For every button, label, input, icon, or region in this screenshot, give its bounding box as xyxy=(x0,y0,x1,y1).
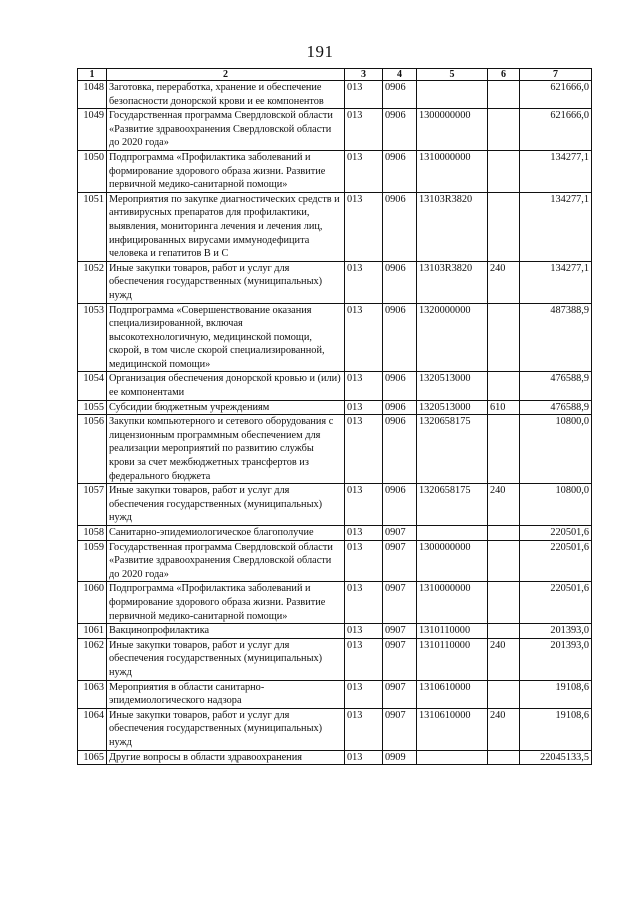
table-row xyxy=(78,415,592,484)
section-code: 0906 xyxy=(383,109,417,151)
ministry-code: 013 xyxy=(345,400,383,415)
target-article-code xyxy=(417,750,488,765)
row-number: 1063 xyxy=(78,680,107,708)
target-article-code: 13103R3820 xyxy=(417,192,488,261)
expense-type-code xyxy=(488,109,520,151)
target-article-code: 1320658175 xyxy=(417,484,488,526)
row-name: Санитарно-эпидемиологическое благополучие xyxy=(107,526,345,541)
row-number: 1054 xyxy=(78,372,107,400)
table-row xyxy=(78,400,592,415)
amount: 19108,6 xyxy=(520,708,592,750)
row-name: Государственная программа Свердловской области «Развитие здравоохранения Свердловской области до 2020 года» xyxy=(107,540,345,582)
row-name: Организация обеспечения донорской кровью и (или) ее компонентами xyxy=(107,372,345,400)
table-header xyxy=(78,69,592,81)
column-header-5: 5 xyxy=(417,69,488,81)
section-code: 0906 xyxy=(383,150,417,192)
row-name: Иные закупки товаров, работ и услуг для обеспечения государственных (муниципальных) нужд xyxy=(107,484,345,526)
target-article-code: 1310110000 xyxy=(417,624,488,639)
column-header-2: 2 xyxy=(107,69,345,81)
table-row xyxy=(78,150,592,192)
row-name: Мероприятия по закупке диагностических средств и антивирусных препаратов для профилактики, выявления, мониторинга лечения и лечения лиц, инфицированных вирусами иммунодефицита человека и гепатитов В и С xyxy=(107,192,345,261)
expense-type-code: 240 xyxy=(488,638,520,680)
row-name: Заготовка, переработка, хранение и обеспечение безопасности донорской крови и ее компонентов xyxy=(107,81,345,109)
row-number: 1049 xyxy=(78,109,107,151)
expense-type-code xyxy=(488,624,520,639)
table-row xyxy=(78,484,592,526)
row-number: 1060 xyxy=(78,582,107,624)
section-code: 0906 xyxy=(383,261,417,303)
section-code: 0907 xyxy=(383,582,417,624)
row-name: Подпрограмма «Профилактика заболеваний и формирование здорового образа жизни. Развитие первичной медико-санитарной помощи» xyxy=(107,150,345,192)
row-number: 1061 xyxy=(78,624,107,639)
ministry-code: 013 xyxy=(345,708,383,750)
table-row xyxy=(78,708,592,750)
expense-type-code xyxy=(488,540,520,582)
row-name: Иные закупки товаров, работ и услуг для обеспечения государственных (муниципальных) нужд xyxy=(107,638,345,680)
section-code: 0907 xyxy=(383,680,417,708)
row-number: 1050 xyxy=(78,150,107,192)
table-row xyxy=(78,624,592,639)
row-number: 1048 xyxy=(78,81,107,109)
amount: 134277,1 xyxy=(520,192,592,261)
target-article-code: 1310000000 xyxy=(417,582,488,624)
table-row xyxy=(78,372,592,400)
page-number: 191 xyxy=(306,42,334,61)
ministry-code: 013 xyxy=(345,192,383,261)
target-article-code: 1320658175 xyxy=(417,415,488,484)
target-article-code: 1310110000 xyxy=(417,638,488,680)
amount: 19108,6 xyxy=(520,680,592,708)
ministry-code: 013 xyxy=(345,150,383,192)
amount: 10800,0 xyxy=(520,484,592,526)
amount: 10800,0 xyxy=(520,415,592,484)
table-row xyxy=(78,303,592,372)
section-code: 0907 xyxy=(383,540,417,582)
amount: 476588,9 xyxy=(520,400,592,415)
row-name: Другие вопросы в области здравоохранения xyxy=(107,750,345,765)
column-header-7: 7 xyxy=(520,69,592,81)
target-article-code: 1320513000 xyxy=(417,400,488,415)
expense-type-code: 240 xyxy=(488,484,520,526)
amount: 621666,0 xyxy=(520,109,592,151)
row-name: Государственная программа Свердловской области «Развитие здравоохранения Свердловской области до 2020 года» xyxy=(107,109,345,151)
expense-type-code: 240 xyxy=(488,708,520,750)
target-article-code xyxy=(417,526,488,541)
section-code: 0907 xyxy=(383,526,417,541)
target-article-code: 1300000000 xyxy=(417,540,488,582)
row-name: Подпрограмма «Профилактика заболеваний и формирование здорового образа жизни. Развитие первичной медико-санитарной помощи» xyxy=(107,582,345,624)
row-number: 1064 xyxy=(78,708,107,750)
ministry-code: 013 xyxy=(345,484,383,526)
expense-type-code xyxy=(488,303,520,372)
table-row xyxy=(78,750,592,765)
amount: 134277,1 xyxy=(520,150,592,192)
row-number: 1058 xyxy=(78,526,107,541)
section-code: 0907 xyxy=(383,624,417,639)
row-number: 1059 xyxy=(78,540,107,582)
amount: 220501,6 xyxy=(520,582,592,624)
row-number: 1055 xyxy=(78,400,107,415)
expense-type-code: 610 xyxy=(488,400,520,415)
amount: 487388,9 xyxy=(520,303,592,372)
table-row xyxy=(78,540,592,582)
table-row xyxy=(78,680,592,708)
ministry-code: 013 xyxy=(345,81,383,109)
table-row xyxy=(78,192,592,261)
row-name: Иные закупки товаров, работ и услуг для обеспечения государственных (муниципальных) нужд xyxy=(107,708,345,750)
ministry-code: 013 xyxy=(345,680,383,708)
section-code: 0906 xyxy=(383,192,417,261)
section-code: 0906 xyxy=(383,372,417,400)
expense-type-code xyxy=(488,680,520,708)
expense-type-code xyxy=(488,582,520,624)
row-name: Субсидии бюджетным учреждениям xyxy=(107,400,345,415)
row-name: Вакцинопрофилактика xyxy=(107,624,345,639)
row-number: 1062 xyxy=(78,638,107,680)
ministry-code: 013 xyxy=(345,582,383,624)
amount: 476588,9 xyxy=(520,372,592,400)
ministry-code: 013 xyxy=(345,750,383,765)
section-code: 0906 xyxy=(383,484,417,526)
row-number: 1056 xyxy=(78,415,107,484)
ministry-code: 013 xyxy=(345,540,383,582)
amount: 220501,6 xyxy=(520,526,592,541)
expense-type-code xyxy=(488,415,520,484)
row-name: Закупки компьютерного и сетевого оборудования с лицензионным программным обеспечением для реализации мероприятий по развитию службы крови за счет межбюджетных трансфертов из федерального бюджета xyxy=(107,415,345,484)
column-header-1: 1 xyxy=(78,69,107,81)
row-number: 1051 xyxy=(78,192,107,261)
section-code: 0906 xyxy=(383,81,417,109)
row-number: 1065 xyxy=(78,750,107,765)
table-row xyxy=(78,81,592,109)
ministry-code: 013 xyxy=(345,372,383,400)
section-code: 0906 xyxy=(383,400,417,415)
amount: 220501,6 xyxy=(520,540,592,582)
expense-type-code: 240 xyxy=(488,261,520,303)
amount: 201393,0 xyxy=(520,638,592,680)
amount: 621666,0 xyxy=(520,81,592,109)
expense-type-code xyxy=(488,150,520,192)
column-header-6: 6 xyxy=(488,69,520,81)
target-article-code: 1310000000 xyxy=(417,150,488,192)
row-name: Мероприятия в области санитарно-эпидемиологического надзора xyxy=(107,680,345,708)
table-row xyxy=(78,261,592,303)
budget-table xyxy=(77,68,592,765)
target-article-code xyxy=(417,81,488,109)
section-code: 0909 xyxy=(383,750,417,765)
target-article-code: 13103R3820 xyxy=(417,261,488,303)
ministry-code: 013 xyxy=(345,624,383,639)
table-row xyxy=(78,526,592,541)
table-row xyxy=(78,109,592,151)
table-row xyxy=(78,638,592,680)
target-article-code: 1320000000 xyxy=(417,303,488,372)
ministry-code: 013 xyxy=(345,638,383,680)
section-code: 0906 xyxy=(383,303,417,372)
column-header-4: 4 xyxy=(383,69,417,81)
row-name: Подпрограмма «Совершенствование оказания специализированной, включая высокотехнологичную, медицинской помощи, скорой, в том числе скорой специализированной, медицинской помощи» xyxy=(107,303,345,372)
section-code: 0907 xyxy=(383,708,417,750)
target-article-code: 1320513000 xyxy=(417,372,488,400)
target-article-code: 1310610000 xyxy=(417,680,488,708)
expense-type-code xyxy=(488,372,520,400)
expense-type-code xyxy=(488,526,520,541)
target-article-code: 1310610000 xyxy=(417,708,488,750)
ministry-code: 013 xyxy=(345,261,383,303)
column-header-3: 3 xyxy=(345,69,383,81)
amount: 22045133,5 xyxy=(520,750,592,765)
ministry-code: 013 xyxy=(345,303,383,372)
amount: 134277,1 xyxy=(520,261,592,303)
ministry-code: 013 xyxy=(345,526,383,541)
expense-type-code xyxy=(488,750,520,765)
row-number: 1057 xyxy=(78,484,107,526)
table-row xyxy=(78,582,592,624)
section-code: 0907 xyxy=(383,638,417,680)
ministry-code: 013 xyxy=(345,109,383,151)
target-article-code: 1300000000 xyxy=(417,109,488,151)
header-row xyxy=(78,69,592,81)
table-body xyxy=(78,81,592,765)
row-number: 1052 xyxy=(78,261,107,303)
expense-type-code xyxy=(488,192,520,261)
section-code: 0906 xyxy=(383,415,417,484)
ministry-code: 013 xyxy=(345,415,383,484)
row-number: 1053 xyxy=(78,303,107,372)
amount: 201393,0 xyxy=(520,624,592,639)
expense-type-code xyxy=(488,81,520,109)
row-name: Иные закупки товаров, работ и услуг для обеспечения государственных (муниципальных) нужд xyxy=(107,261,345,303)
